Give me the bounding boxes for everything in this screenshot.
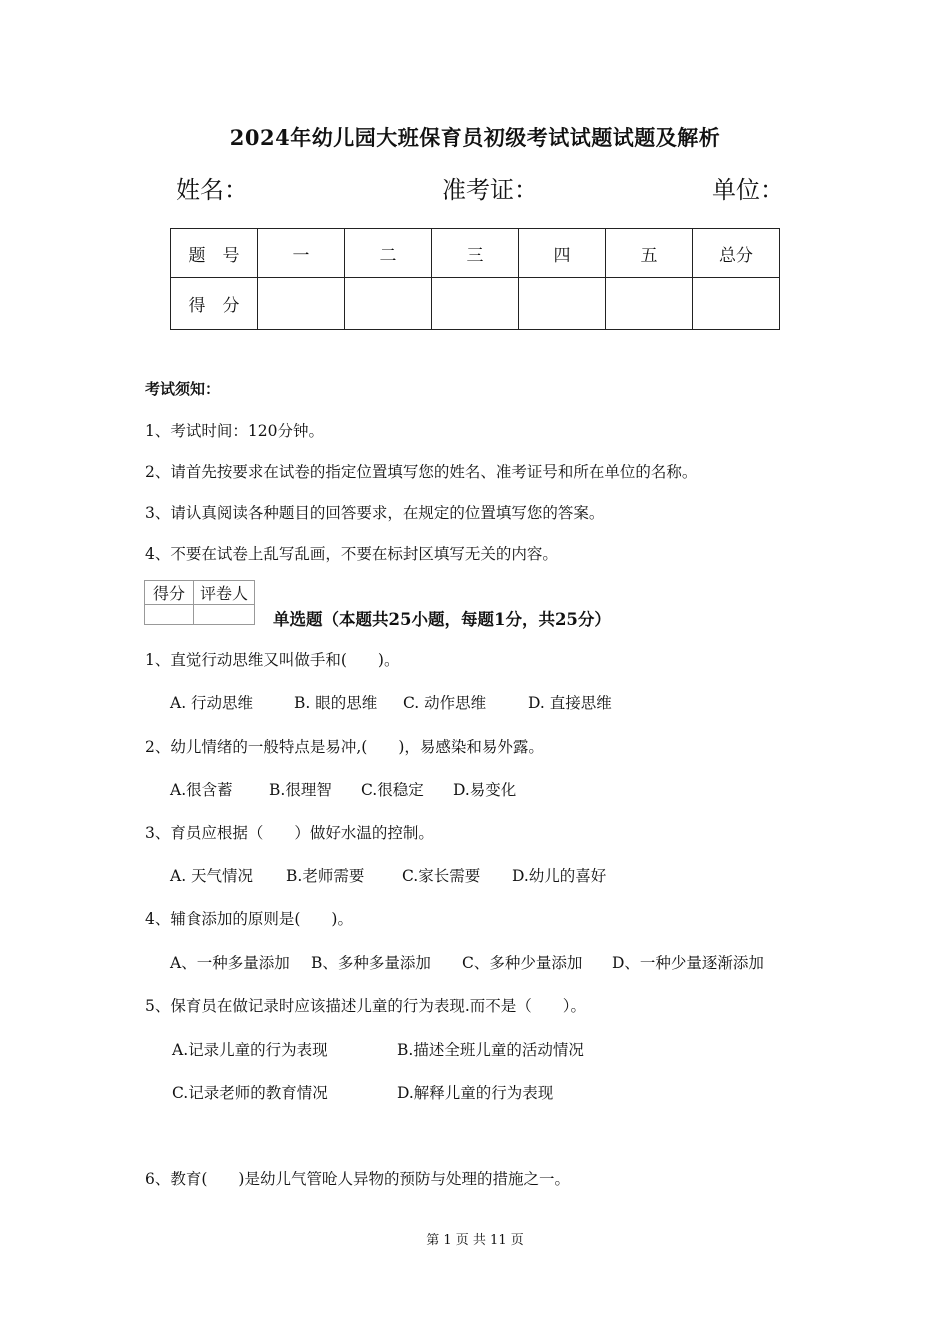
- question-option: C、多种少量添加: [462, 954, 583, 972]
- grader-score-cell: [145, 605, 194, 625]
- question-text: 1、直觉行动思维又叫做手和( )。: [145, 651, 400, 669]
- score-table-score-row: [171, 278, 780, 330]
- question-text: 6、教育( )是幼儿气管呛人异物的预防与处理的措施之一。: [145, 1170, 570, 1188]
- question-option: A. 行动思维: [170, 694, 254, 712]
- score-header-cell: 总分: [693, 229, 780, 278]
- score-header-cell: 一: [258, 229, 345, 278]
- score-header-cell: 二: [345, 229, 432, 278]
- question-option: A. 天气情况: [170, 867, 254, 885]
- question-option: D.幼儿的喜好: [512, 867, 607, 885]
- question-option: D. 直接思维: [528, 694, 612, 712]
- notice-item: 4、不要在试卷上乱写乱画，不要在标封区填写无关的内容。: [145, 545, 558, 563]
- score-cell: [693, 278, 780, 330]
- question-option: B.描述全班儿童的活动情况: [397, 1041, 584, 1059]
- document-title: 2024年幼儿园大班保育员初级考试试题试题及解析: [229, 125, 721, 150]
- grader-box: [144, 580, 255, 625]
- notice-item: 2、请首先按要求在试卷的指定位置填写您的姓名、准考证号和所在单位的名称。: [145, 463, 698, 481]
- notice-item: 1、考试时间：120分钟。: [145, 422, 324, 440]
- question-option: A、一种多量添加: [170, 954, 290, 972]
- score-table-header-row: [171, 229, 780, 278]
- question-option: C.家长需要: [402, 867, 481, 885]
- question-option: D.解释儿童的行为表现: [397, 1084, 554, 1102]
- score-table: [170, 228, 780, 330]
- question-option: B.老师需要: [286, 867, 365, 885]
- score-cell: [345, 278, 432, 330]
- question-option: C.记录老师的教育情况: [172, 1084, 328, 1102]
- question-text: 4、辅食添加的原则是( )。: [145, 910, 353, 928]
- question-option: B.很理智: [269, 781, 332, 799]
- score-cell: [432, 278, 519, 330]
- grader-reviewer-cell: [194, 605, 255, 625]
- question-text: 5、保育员在做记录时应该描述儿童的行为表现.而不是（ ）。: [145, 997, 587, 1015]
- question-option: B. 眼的思维: [294, 694, 378, 712]
- score-cell: [258, 278, 345, 330]
- question-option: D、一种少量逐渐添加: [612, 954, 764, 972]
- question-option: A.很含蓄: [170, 781, 233, 799]
- score-header-cell: 题 号: [171, 229, 258, 278]
- question-text: 3、育员应根据（ ）做好水温的控制。: [145, 824, 434, 842]
- page-footer: 第 1 页 共 11 页: [426, 1233, 524, 1248]
- question-option: A.记录儿童的行为表现: [172, 1041, 328, 1059]
- question-option: C. 动作思维: [403, 694, 487, 712]
- name-field-label: 姓名：: [176, 176, 248, 204]
- score-header-cell: 五: [606, 229, 693, 278]
- score-cell: [519, 278, 606, 330]
- section-title: 单选题（本题共25小题，每题1分，共25分）: [273, 610, 611, 629]
- exam-id-field-label: 准考证：: [442, 176, 538, 204]
- score-cell: [606, 278, 693, 330]
- score-header-cell: 三: [432, 229, 519, 278]
- grader-reviewer-label: 评卷人: [194, 581, 255, 605]
- score-header-cell: 四: [519, 229, 606, 278]
- question-option: B、多种多量添加: [311, 954, 431, 972]
- question-text: 2、幼儿情绪的一般特点是易冲,( )，易感染和易外露。: [145, 738, 544, 756]
- unit-field-label: 单位：: [712, 176, 784, 204]
- score-row-label: 得 分: [171, 278, 258, 330]
- question-option: C.很稳定: [361, 781, 424, 799]
- notice-title: 考试须知：: [145, 380, 221, 398]
- notice-item: 3、请认真阅读各种题目的回答要求，在规定的位置填写您的答案。: [145, 504, 605, 522]
- question-option: D.易变化: [453, 781, 517, 799]
- grader-score-label: 得分: [145, 581, 194, 605]
